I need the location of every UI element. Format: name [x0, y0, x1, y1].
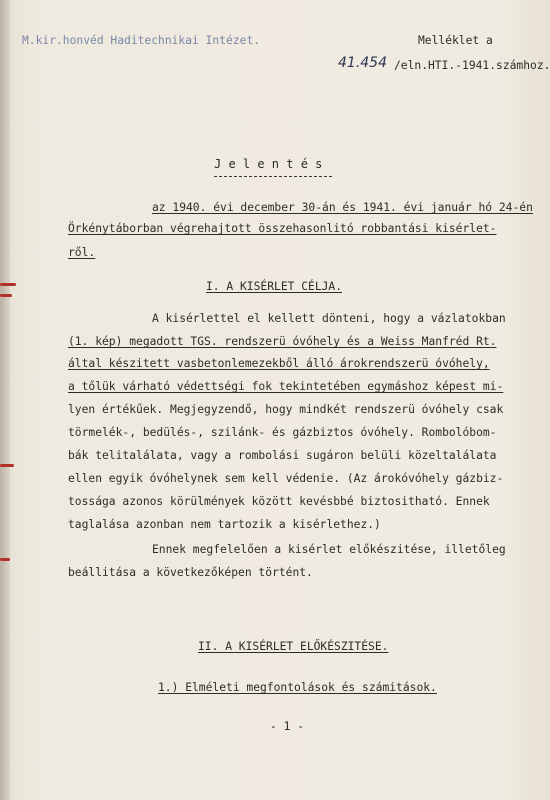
binding-thread — [0, 283, 16, 286]
subtitle-line: ről. — [68, 246, 96, 259]
binding-thread — [0, 558, 10, 561]
page-number: - 1 - — [270, 720, 305, 733]
binding-thread — [0, 294, 12, 297]
annex-label: Melléklet a — [418, 34, 493, 47]
paper-edge-shadow — [0, 0, 10, 800]
paragraph-line: a tőlük várható védettségi fok tekintetében egymáshoz képest mi- — [68, 380, 504, 393]
section-heading: I. A KISÉRLET CÉLJA. — [206, 280, 343, 293]
title-underline — [214, 176, 332, 177]
paragraph-line: lyen értékűek. Megjegyzendő, hogy mindkét rendszerü óvóhely csak — [68, 403, 504, 416]
subtitle-line: Örkénytáborban végrehajtott összehasonlitó robbantási kisérlet- — [68, 222, 497, 235]
paragraph-line: tossága azonos körülmények között kevésbbé biztositható. Ennek — [68, 495, 490, 508]
paragraph-line: beállitása a következőképen történt. — [68, 566, 313, 579]
section-heading: II. A KISÉRLET ELŐKÉSZITÉSE. — [198, 640, 389, 653]
reference-number: /eln.HTI.-1941.számhoz. — [394, 59, 550, 72]
subsection-heading: 1.) Elméleti megfontolások és számitások. — [158, 681, 437, 694]
paragraph-line: törmelék-, bedülés-, szilánk- és gázbiztos óvóhely. Rombolóbom- — [68, 426, 497, 439]
paragraph-line: A kisérlettel el kellett dönteni, hogy a vázlatokban — [152, 312, 506, 325]
subtitle-line: az 1940. évi december 30-án és 1941. évi január hó 24-én — [152, 201, 533, 214]
binding-thread — [0, 464, 14, 467]
paragraph-line: taglalása azonban nem tartozik a kisérlethez.) — [68, 518, 381, 531]
paragraph-line: által készitett vasbetonlemezekből álló árokrendszerü óvóhely, — [68, 357, 490, 370]
handwritten-reference-number: 41.454 — [338, 55, 387, 71]
paragraph-line: ellen egyik óvóhelynek sem kell védenie. (Az árokóvóhely gázbiz- — [68, 472, 504, 485]
document-title: J e l e n t é s — [214, 157, 323, 171]
institute-name: M.kir.honvéd Haditechnikai Intézet. — [22, 34, 261, 47]
paragraph-line: Ennek megfelelően a kisérlet előkészitése, illetőleg — [152, 543, 506, 556]
paragraph-line: (1. kép) megadott TGS. rendszerü óvóhely és a Weiss Manfréd Rt. — [68, 335, 497, 348]
paragraph-line: bák telitalálata, vagy a rombolási sugáron belüli közeltalálata — [68, 449, 497, 462]
